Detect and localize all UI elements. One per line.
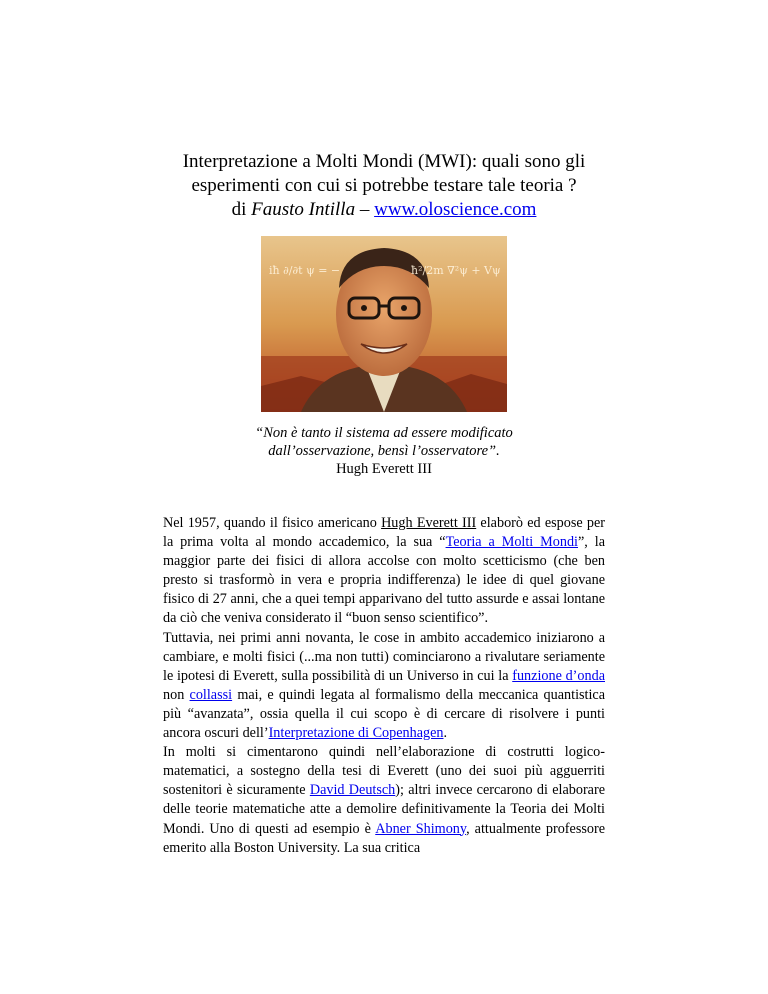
text-run: mai, e quindi legata al formalismo della meccanica quantistica più “avanzata”, ossia quella il cui scopo è di cercare di risolvere i punti ancora oscuri dell’ [163,686,606,742]
portrait-image [261,236,507,412]
title-by: di [231,199,252,220]
text-run: ); altri invece cercarono di elaborare delle teorie matematiche atte a demolire definitivamente la Teoria dei Molti Mondi. Uno di questi ad esempio è [163,782,605,837]
text-run: . [443,725,448,742]
article-body [163,514,605,858]
title-line-3 [0,198,768,222]
title-line-2: esperimenti con cui si potrebbe testare tale teoria ? [191,175,577,196]
quote-attribution: Hugh Everett III [336,461,432,477]
shimony-link[interactable]: Abner Shimony [375,820,467,837]
text-run: Nel 1957, quando il fisico americano [163,515,382,531]
document-title [0,150,768,222]
mwi-theory-link[interactable]: Teoria a Molti Mondi [445,534,578,551]
deutsch-link[interactable]: David Deutsch [309,782,396,799]
quote-line-2: dall’osservazione, bensì l’osservatore”. [268,443,500,459]
copenhagen-link[interactable]: Interpretazione di Copenhagen [268,725,444,742]
text-run: ”, la maggior parte dei fisici di allora accolse con molto scetticismo (che ben presto si trasformò in vera e propria indifferenza) le idee di quel giovane fisico di 27 anni, che a quei tempi apparivano del tutto assurde e assai lontane da ciò che veniva considerato il “buon senso scientifico”. [163,534,605,627]
collapse-link[interactable]: collassi [189,686,233,703]
everett-link[interactable]: Hugh Everett III [381,515,477,531]
text-run: , attualmente professore emerito alla Boston University. La sua critica [163,820,605,856]
quote-line-1: “Non è tanto il sistema ad essere modificato [255,425,513,441]
paragraph-2 [163,629,605,744]
text-run: non [163,686,190,703]
paragraph-3 [163,743,605,858]
text-run: elaborò ed espose per la prima volta al mondo accademico, la sua “ [163,515,606,551]
site-link[interactable]: www.oloscience.com [374,199,537,220]
text-run: Tuttavia, nei primi anni novanta, le cose in ambito accademico iniziarono a cambiare, e molti fisici (...ma non tutti) cominciarono a rivalutare seriamente le ipotesi di Everett, sulla possibilità di un Universo in cui la [163,629,605,684]
equation-left: iħ ∂/∂t ψ = − [269,264,341,277]
author-name: Fausto Intilla [251,199,356,220]
title-dash: – [355,199,375,220]
equation-right: ħ²/2m ∇²ψ + Vψ [411,264,501,277]
quote-block [0,424,768,478]
title-line-1: Interpretazione a Molti Mondi (MWI): quali sono gli [182,151,586,172]
text-run: In molti si cimentarono quindi nell’elaborazione di costrutti logico-matematici, a sostegno della tesi di Everett (uno dei suoi più agguerriti sostenitori è sicuramente [163,744,605,799]
wave-function-link[interactable]: funzione d’onda [512,667,605,684]
paragraph-1 [163,514,605,629]
